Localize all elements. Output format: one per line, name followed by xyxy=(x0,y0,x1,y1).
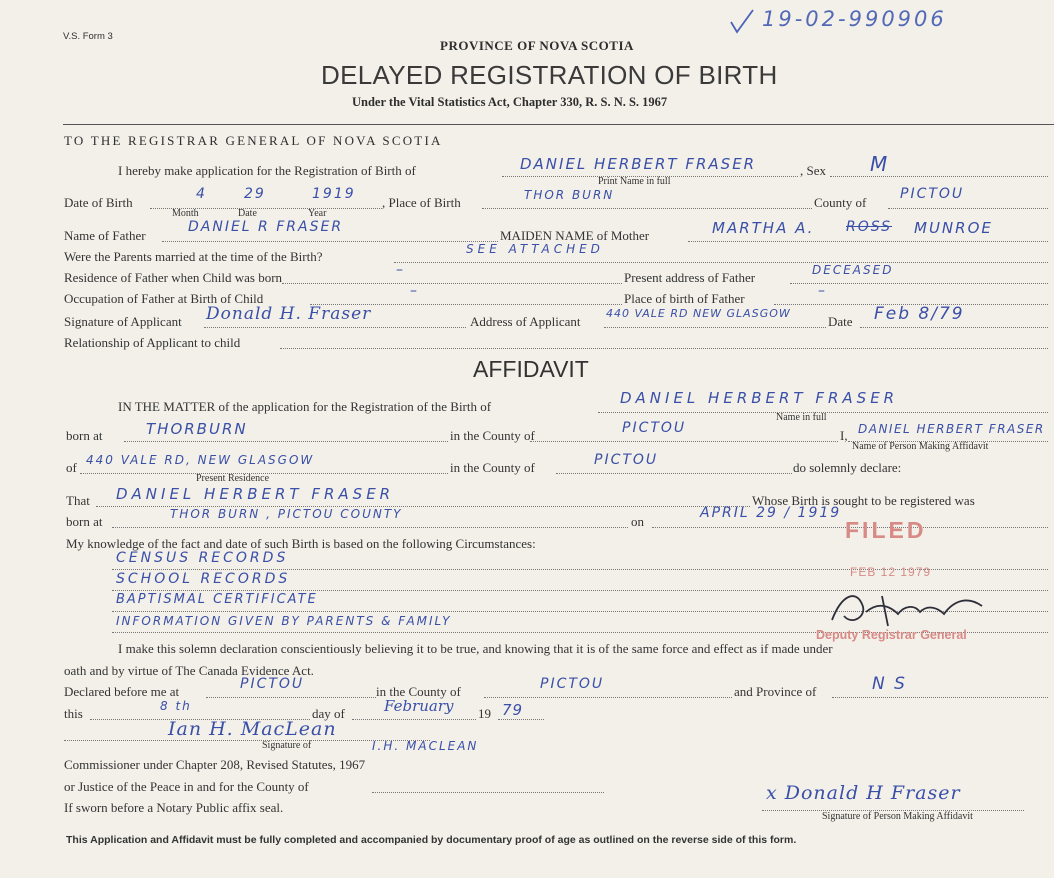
day-value: 8 th xyxy=(160,699,192,713)
circumstance-4: INFORMATION GIVEN BY PARENTS & FAMILY xyxy=(116,614,452,628)
matter-name-value: DANIEL HERBERT FRASER xyxy=(620,389,899,407)
father-occupation-value: – xyxy=(410,283,419,299)
county-of-label-3: in the County of xyxy=(376,684,461,699)
circumstance-3: BAPTISMAL CERTIFICATE xyxy=(116,592,318,607)
file-number: 19-02-990906 xyxy=(762,7,947,31)
year-suffix-value: 79 xyxy=(502,701,524,719)
county-of-label-2: in the County of xyxy=(450,460,535,475)
filed-date-stamp: FEB 12 1979 xyxy=(850,565,932,579)
relationship-label: Relationship of Applicant to child xyxy=(64,335,241,350)
county-value: PICTOU xyxy=(900,186,965,202)
residence-county-value: PICTOU xyxy=(594,452,659,468)
that-label: That xyxy=(66,493,90,508)
date-label: Date xyxy=(828,314,853,329)
commissioner-label: Commissioner under Chapter 208, Revised Statutes, 1967 xyxy=(64,757,366,772)
sex-label: , Sex xyxy=(800,163,826,178)
applicant-address-label: Address of Applicant xyxy=(470,314,581,329)
year-caption: Year xyxy=(308,208,327,219)
act-subtitle: Under the Vital Statistics Act, Chapter 330, R. S. N. S. 1967 xyxy=(352,95,668,109)
commissioner-name-value: I.H. MACLEAN xyxy=(372,739,479,753)
affidavit-heading: AFFIDAVIT xyxy=(473,356,589,382)
date-caption: Date xyxy=(238,208,257,219)
solemn-declaration-text: I make this solemn declaration conscientiously believing it to be true, and knowing that it is of the same force and effect as if made under xyxy=(118,641,833,656)
knowledge-label: My knowledge of the fact and date of such Birth is based on the following Circumstances: xyxy=(66,536,536,551)
on-date-value: APRIL 29 / 1919 xyxy=(700,505,842,521)
county-of-label: in the County of xyxy=(450,428,535,443)
father-birthplace-label: Place of birth of Father xyxy=(624,291,745,306)
parents-married-value: SEE ATTACHED xyxy=(466,242,604,256)
in-the-matter-label: IN THE MATTER of the application for the Registration of the Birth of xyxy=(118,399,492,414)
signature-of-caption: Signature of xyxy=(262,740,312,751)
father-address-label: Present address of Father xyxy=(624,270,756,285)
father-name-label: Name of Father xyxy=(64,228,146,243)
mother-name-struck: ROSS xyxy=(846,219,893,235)
dob-month-value: 4 xyxy=(196,186,207,202)
print-name-caption: Print Name in full xyxy=(598,176,671,187)
applicant-name-value: DANIEL HERBERT FRASER xyxy=(520,155,757,173)
county-label: County of xyxy=(814,195,867,210)
day-of-label: day of xyxy=(312,706,345,721)
dob-day-value: 29 xyxy=(244,186,266,202)
this-label: this xyxy=(64,706,83,721)
header-rule xyxy=(63,124,1054,125)
province-title: PROVINCE OF NOVA SCOTIA xyxy=(440,38,634,53)
place-of-birth-value: THOR BURN xyxy=(524,188,615,202)
place-of-birth-label: , Place of Birth xyxy=(382,195,461,210)
page-title: DELAYED REGISTRATION OF BIRTH xyxy=(321,60,778,90)
born-at-value: THORBURN xyxy=(146,420,248,438)
application-date-value: Feb 8/79 xyxy=(874,304,965,324)
circumstance-1: CENSUS RECORDS xyxy=(116,550,289,566)
check-mark-icon xyxy=(727,6,757,36)
deputy-registrar-signature-icon xyxy=(822,586,1002,634)
father-residence-label: Residence of Father when Child was born xyxy=(64,270,283,285)
applicant-address-value: 440 VALE RD NEW GLASGOW xyxy=(606,307,791,320)
i-label: I, xyxy=(840,428,848,443)
declared-at-value: PICTOU xyxy=(240,676,305,692)
circumstance-2: SCHOOL RECORDS xyxy=(116,571,291,587)
deputy-registrar-stamp: Deputy Registrar General xyxy=(816,628,967,642)
province-value: N S xyxy=(872,674,907,694)
month-value: February xyxy=(384,697,454,715)
form-number: V.S. Form 3 xyxy=(63,31,113,42)
dob-year-value: 1919 xyxy=(312,186,356,202)
sex-value: M xyxy=(870,152,889,176)
on-label: on xyxy=(631,514,644,529)
person-making-affidavit-caption: Name of Person Making Affidavit xyxy=(852,441,989,452)
applicant-signature-label: Signature of Applicant xyxy=(64,314,182,329)
declared-before-label: Declared before me at xyxy=(64,684,180,699)
commissioner-signature: Ian H. MacLean xyxy=(168,718,337,740)
mother-name-value: MARTHA A. xyxy=(712,219,815,237)
born-at-label: born at xyxy=(66,428,103,443)
affiant-signature-caption: Signature of Person Making Affidavit xyxy=(822,811,973,822)
declared-county-value: PICTOU xyxy=(540,676,605,692)
parents-married-label: Were the Parents married at the time of the Birth? xyxy=(64,249,323,264)
born-at-label-2: born at xyxy=(66,514,103,529)
born-at-value-2: THOR BURN , PICTOU COUNTY xyxy=(170,507,403,521)
of-label: of xyxy=(66,460,77,475)
notary-label: If sworn before a Notary Public affix seal. xyxy=(64,800,284,815)
present-residence-caption: Present Residence xyxy=(196,473,270,484)
father-residence-value: – xyxy=(396,262,405,278)
province-of-label: and Province of xyxy=(734,684,817,699)
affiant-signature: x Donald H Fraser xyxy=(766,782,961,804)
father-occupation-label: Occupation of Father at Birth of Child xyxy=(64,291,264,306)
footer-note: This Application and Affidavit must be fully completed and accompanied by documentary proof of age as outlined on the reverse side of this form. xyxy=(66,834,797,846)
present-residence-value: 440 VALE RD, NEW GLASGOW xyxy=(86,453,315,467)
that-name-value: DANIEL HERBERT FRASER xyxy=(116,485,395,503)
month-caption: Month xyxy=(172,208,199,219)
father-name-value: DANIEL R FRASER xyxy=(188,219,344,235)
father-address-value: DECEASED xyxy=(812,263,894,277)
applicant-signature: Donald H. Fraser xyxy=(206,304,372,324)
affiant-name-value: DANIEL HERBERT FRASER xyxy=(858,422,1045,436)
born-county-value: PICTOU xyxy=(622,420,687,436)
do-solemnly-declare-label: do solemnly declare: xyxy=(793,460,902,475)
application-intro-label: I hereby make application for the Registration of Birth of xyxy=(118,163,416,178)
filed-stamp: FILED xyxy=(845,517,927,543)
mother-name-label: MAIDEN NAME of Mother xyxy=(500,228,650,243)
date-of-birth-label: Date of Birth xyxy=(64,195,133,210)
name-in-full-caption: Name in full xyxy=(776,412,827,423)
evidence-act-text: oath and by virtue of The Canada Evidence Act. xyxy=(64,663,314,678)
year-prefix-label: 19 xyxy=(478,706,491,721)
addressee: TO THE REGISTRAR GENERAL OF NOVA SCOTIA xyxy=(64,133,443,148)
justice-label: or Justice of the Peace in and for the County of xyxy=(64,779,309,794)
whose-birth-label: Whose Birth is sought to be registered was xyxy=(752,493,975,508)
mother-surname-value: MUNROE xyxy=(914,219,993,237)
father-birthplace-value: – xyxy=(818,283,827,299)
